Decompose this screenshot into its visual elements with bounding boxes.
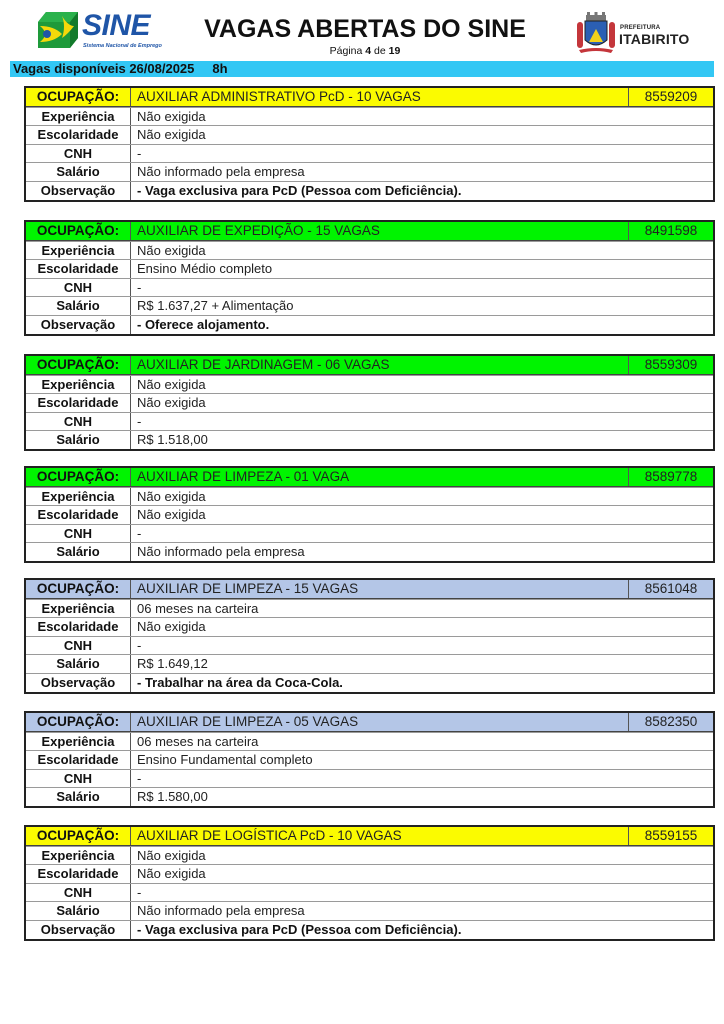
salario-value: R$ 1.580,00 bbox=[137, 789, 208, 805]
page-total: 19 bbox=[388, 45, 401, 57]
page-title: VAGAS ABERTAS DO SINE bbox=[204, 15, 526, 43]
date-bar bbox=[10, 61, 714, 77]
ocupacao-value: AUXILIAR DE LIMPEZA - 01 VAGA bbox=[131, 468, 629, 486]
prefeitura-label: PREFEITURA bbox=[620, 25, 661, 31]
salario-value: R$ 1.637,27 + Alimentação bbox=[137, 298, 294, 314]
job-header-row bbox=[26, 356, 713, 375]
escolaridade-value: Ensino Médio completo bbox=[137, 261, 273, 277]
job-field-row-observacao bbox=[26, 920, 713, 939]
cnh-value: - bbox=[137, 525, 142, 541]
job-code: 8561048 bbox=[644, 581, 698, 596]
experiencia-value: 06 meses na carteira bbox=[137, 600, 259, 616]
job-field-row-cnh bbox=[26, 412, 713, 431]
salario-value: Não informado pela empresa bbox=[137, 903, 305, 919]
job-field-row-salario bbox=[26, 542, 713, 561]
salario-label: Salário bbox=[26, 431, 131, 449]
experiencia-value: Não exigida bbox=[137, 108, 206, 124]
experiencia-label: Experiência bbox=[26, 242, 131, 260]
experiencia-value: Não exigida bbox=[137, 376, 206, 392]
escolaridade-value: Não exigida bbox=[137, 127, 206, 143]
cnh-label: CNH bbox=[26, 145, 131, 163]
cnh-value: - bbox=[137, 413, 142, 429]
cnh-label: CNH bbox=[26, 413, 131, 431]
page-current: 4 bbox=[365, 45, 372, 57]
job-field-row-cnh bbox=[26, 883, 713, 902]
cnh-value: - bbox=[137, 279, 142, 295]
escolaridade-label: Escolaridade bbox=[26, 751, 131, 769]
ocupacao-value: AUXILIAR DE EXPEDIÇÃO - 15 VAGAS bbox=[131, 222, 629, 240]
salario-label: Salário bbox=[26, 902, 131, 920]
cnh-value: - bbox=[137, 145, 142, 161]
job-field-row-escolaridade bbox=[26, 750, 713, 769]
job-field-row-escolaridade bbox=[26, 393, 713, 412]
job-header-row bbox=[26, 827, 713, 846]
escolaridade-label: Escolaridade bbox=[26, 260, 131, 278]
job-card bbox=[24, 711, 715, 808]
cnh-label: CNH bbox=[26, 637, 131, 655]
job-card bbox=[24, 578, 715, 694]
escolaridade-value: Não exigida bbox=[137, 507, 206, 523]
ocupacao-value: AUXILIAR DE LIMPEZA - 05 VAGAS bbox=[131, 713, 629, 731]
job-field-row-salario bbox=[26, 430, 713, 449]
job-code: 8559309 bbox=[644, 357, 698, 372]
escolaridade-label: Escolaridade bbox=[26, 394, 131, 412]
sine-logo-text: SINE bbox=[82, 9, 151, 42]
prefeitura-itabirito-logo bbox=[575, 12, 690, 56]
salario-label: Salário bbox=[26, 163, 131, 181]
cnh-label: CNH bbox=[26, 884, 131, 902]
date-bar-hour: 8h bbox=[212, 61, 228, 76]
cnh-value: - bbox=[137, 637, 142, 653]
itabirito-label: ITABIRITO bbox=[619, 31, 690, 47]
observacao-label: Observação bbox=[26, 674, 131, 692]
experiencia-label: Experiência bbox=[26, 488, 131, 506]
ocupacao-label: OCUPAÇÃO: bbox=[26, 580, 131, 598]
experiencia-label: Experiência bbox=[26, 376, 131, 394]
ocupacao-value: AUXILIAR DE LIMPEZA - 15 VAGAS bbox=[131, 580, 629, 598]
job-field-row-experiencia bbox=[26, 487, 713, 506]
experiencia-label: Experiência bbox=[26, 733, 131, 751]
job-field-row-experiencia bbox=[26, 241, 713, 260]
job-field-row-cnh bbox=[26, 524, 713, 543]
salario-label: Salário bbox=[26, 297, 131, 315]
ocupacao-value: AUXILIAR DE JARDINAGEM - 06 VAGAS bbox=[131, 356, 629, 374]
job-field-row-experiencia bbox=[26, 732, 713, 751]
job-card bbox=[24, 466, 715, 563]
job-card bbox=[24, 354, 715, 451]
sine-logo-subtitle: Sistema Nacional de Emprego bbox=[83, 43, 162, 49]
escolaridade-value: Não exigida bbox=[137, 395, 206, 411]
job-field-row-escolaridade bbox=[26, 125, 713, 144]
page-label: Página bbox=[329, 45, 363, 57]
date-bar-text: Vagas disponíveis 26/08/2025 bbox=[13, 61, 195, 76]
job-header-row bbox=[26, 713, 713, 732]
salario-label: Salário bbox=[26, 543, 131, 561]
experiencia-label: Experiência bbox=[26, 847, 131, 865]
escolaridade-label: Escolaridade bbox=[26, 126, 131, 144]
job-field-row-cnh bbox=[26, 278, 713, 297]
job-field-row-cnh bbox=[26, 144, 713, 163]
job-field-row-escolaridade bbox=[26, 259, 713, 278]
job-field-row-salario bbox=[26, 787, 713, 806]
experiencia-value: Não exigida bbox=[137, 488, 206, 504]
ocupacao-label: OCUPAÇÃO: bbox=[26, 827, 131, 845]
salario-value: Não informado pela empresa bbox=[137, 544, 305, 560]
job-field-row-escolaridade bbox=[26, 864, 713, 883]
cnh-label: CNH bbox=[26, 279, 131, 297]
escolaridade-value: Não exigida bbox=[137, 866, 206, 882]
salario-label: Salário bbox=[26, 655, 131, 673]
cnh-value: - bbox=[137, 884, 142, 900]
ocupacao-label: OCUPAÇÃO: bbox=[26, 88, 131, 106]
cnh-label: CNH bbox=[26, 770, 131, 788]
ocupacao-value: AUXILIAR DE LOGÍSTICA PcD - 10 VAGAS bbox=[131, 827, 629, 845]
ocupacao-label: OCUPAÇÃO: bbox=[26, 356, 131, 374]
job-header-row bbox=[26, 468, 713, 487]
job-field-row-salario bbox=[26, 162, 713, 181]
escolaridade-value: Não exigida bbox=[137, 619, 206, 635]
cnh-label: CNH bbox=[26, 525, 131, 543]
job-code: 8491598 bbox=[644, 223, 698, 238]
escolaridade-label: Escolaridade bbox=[26, 506, 131, 524]
job-header-row bbox=[26, 580, 713, 599]
job-code: 8582350 bbox=[644, 714, 698, 729]
page-sep: de bbox=[374, 45, 386, 57]
observacao-label: Observação bbox=[26, 316, 131, 334]
experiencia-value: Não exigida bbox=[137, 242, 206, 258]
ocupacao-label: OCUPAÇÃO: bbox=[26, 713, 131, 731]
page-header bbox=[0, 0, 724, 60]
experiencia-value: 06 meses na carteira bbox=[137, 733, 259, 749]
job-code: 8559155 bbox=[644, 828, 698, 843]
job-field-row-observacao bbox=[26, 181, 713, 200]
job-field-row-experiencia bbox=[26, 846, 713, 865]
salario-value: R$ 1.649,12 bbox=[137, 656, 208, 672]
job-field-row-cnh bbox=[26, 636, 713, 655]
observacao-label: Observação bbox=[26, 921, 131, 939]
salario-value: R$ 1.518,00 bbox=[137, 432, 208, 448]
experiencia-label: Experiência bbox=[26, 108, 131, 126]
coat-of-arms-icon bbox=[575, 12, 617, 54]
job-field-row-cnh bbox=[26, 769, 713, 788]
job-field-row-experiencia bbox=[26, 375, 713, 394]
job-field-row-experiencia bbox=[26, 599, 713, 618]
observacao-value: - Trabalhar na área da Coca-Cola. bbox=[137, 674, 343, 690]
ocupacao-label: OCUPAÇÃO: bbox=[26, 468, 131, 486]
job-field-row-escolaridade bbox=[26, 505, 713, 524]
job-field-row-salario bbox=[26, 901, 713, 920]
job-field-row-observacao bbox=[26, 673, 713, 692]
job-field-row-observacao bbox=[26, 315, 713, 334]
job-field-row-salario bbox=[26, 296, 713, 315]
job-code: 8589778 bbox=[644, 469, 698, 484]
cnh-value: - bbox=[137, 770, 142, 786]
observacao-label: Observação bbox=[26, 182, 131, 200]
sine-flag-icon bbox=[38, 12, 78, 48]
observacao-value: - Oferece alojamento. bbox=[137, 316, 270, 332]
job-header-row bbox=[26, 222, 713, 241]
salario-label: Salário bbox=[26, 788, 131, 806]
job-header-row bbox=[26, 88, 713, 107]
job-card bbox=[24, 86, 715, 202]
observacao-value: - Vaga exclusiva para PcD (Pessoa com Deficiência). bbox=[137, 182, 462, 198]
ocupacao-label: OCUPAÇÃO: bbox=[26, 222, 131, 240]
escolaridade-label: Escolaridade bbox=[26, 865, 131, 883]
experiencia-label: Experiência bbox=[26, 600, 131, 618]
job-code: 8559209 bbox=[644, 89, 698, 104]
job-card bbox=[24, 825, 715, 941]
sine-logo bbox=[38, 10, 168, 52]
observacao-value: - Vaga exclusiva para PcD (Pessoa com Deficiência). bbox=[137, 921, 462, 937]
ocupacao-value: AUXILIAR ADMINISTRATIVO PcD - 10 VAGAS bbox=[131, 88, 629, 106]
experiencia-value: Não exigida bbox=[137, 847, 206, 863]
escolaridade-value: Ensino Fundamental completo bbox=[137, 752, 313, 768]
job-field-row-salario bbox=[26, 654, 713, 673]
job-field-row-experiencia bbox=[26, 107, 713, 126]
escolaridade-label: Escolaridade bbox=[26, 618, 131, 636]
salario-value: Não informado pela empresa bbox=[137, 164, 305, 180]
page-number bbox=[200, 45, 530, 57]
job-card bbox=[24, 220, 715, 336]
job-field-row-escolaridade bbox=[26, 617, 713, 636]
